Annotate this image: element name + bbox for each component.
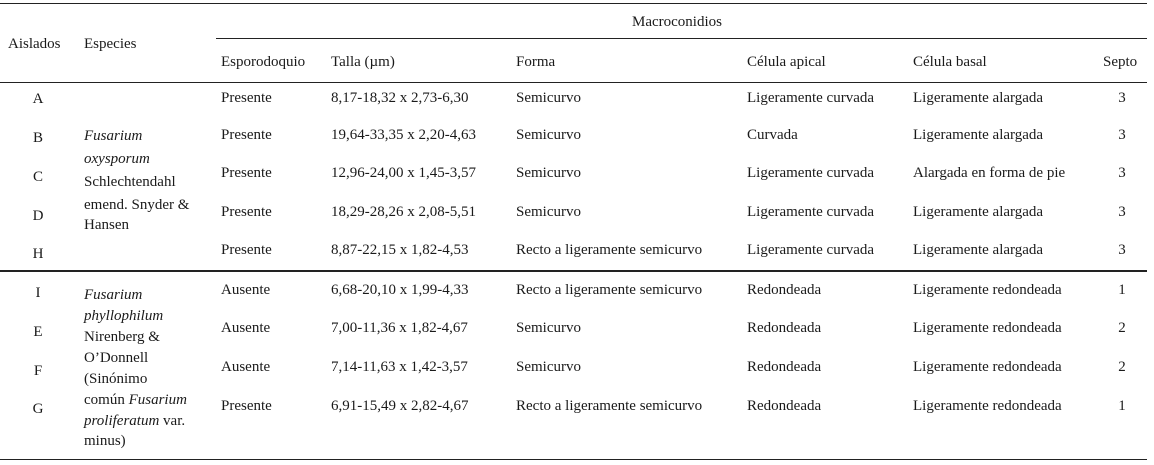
header-esporodoquio: Esporodoquio	[221, 54, 306, 70]
cell-septo: 3	[1118, 90, 1126, 106]
top-rule	[0, 3, 1147, 4]
header-celula-basal: Célula basal	[913, 54, 987, 70]
species-line: (Sinónimo	[84, 371, 148, 387]
cell-talla: 8,17-18,32 x 2,73-6,30	[331, 90, 469, 106]
header-macroconidios: Macroconidios	[632, 14, 722, 30]
cell-septo: 1	[1118, 282, 1126, 298]
species-cell	[84, 285, 187, 451]
cell-talla: 6,91-15,49 x 2,82-4,67	[331, 398, 469, 414]
cell-aislado: C	[32, 169, 43, 185]
cell-forma: Semicurvo	[516, 359, 581, 375]
species-line: Nirenberg &	[84, 329, 160, 345]
cell-talla: 7,00-11,36 x 1,82-4,67	[331, 320, 468, 336]
species-line: Schlechtendahl	[84, 174, 176, 190]
cell-talla: 19,64-33,35 x 2,20-4,63	[331, 127, 476, 143]
cell-talla: 18,29-28,26 x 2,08-5,51	[331, 204, 476, 220]
cell-septo: 3	[1118, 127, 1126, 143]
cell-celula-apical: Redondeada	[747, 282, 822, 298]
cell-esporodoquio: Presente	[221, 204, 272, 220]
cell-septo: 3	[1118, 165, 1126, 181]
cell-aislado: B	[32, 130, 43, 146]
cell-aislado: I	[35, 285, 41, 301]
cell-celula-apical: Ligeramente curvada	[747, 204, 875, 220]
species-line: O’Donnell	[84, 350, 149, 366]
cell-celula-basal: Ligeramente redondeada	[913, 282, 1062, 298]
cell-septo: 2	[1118, 359, 1126, 375]
cell-forma: Recto a ligeramente semicurvo	[516, 242, 703, 258]
cell-aislado: F	[33, 363, 43, 379]
cell-talla: 12,96-24,00 x 1,45-3,57	[331, 165, 476, 181]
cell-esporodoquio: Presente	[221, 165, 272, 181]
cell-celula-basal: Ligeramente alargada	[913, 127, 1044, 143]
cell-forma: Semicurvo	[516, 320, 581, 336]
cell-aislado: E	[33, 324, 43, 340]
cell-forma: Semicurvo	[516, 90, 581, 106]
cell-celula-basal: Ligeramente redondeada	[913, 320, 1062, 336]
cell-celula-apical: Redondeada	[747, 398, 822, 414]
header-talla: Talla (µm)	[331, 54, 395, 70]
species-line: oxysporum	[84, 151, 150, 167]
cell-celula-apical: Ligeramente curvada	[747, 242, 875, 258]
header-forma: Forma	[516, 54, 556, 70]
cell-aislado: D	[32, 208, 44, 224]
cell-celula-basal: Ligeramente redondeada	[913, 359, 1062, 375]
header-bottom-rule	[0, 82, 1147, 83]
bottom-rule	[0, 459, 1147, 460]
cell-septo: 3	[1118, 204, 1126, 220]
cell-talla: 6,68-20,10 x 1,99-4,33	[331, 282, 469, 298]
header-septo: Septo	[1103, 54, 1138, 70]
cell-esporodoquio: Presente	[221, 90, 272, 106]
species-line: minus)	[84, 433, 126, 449]
macroconidios-underline	[216, 38, 1147, 39]
species-line: phyllophilum	[84, 308, 164, 324]
species-line: Fusarium	[84, 128, 143, 144]
group-divider-rule	[0, 270, 1147, 272]
cell-esporodoquio: Ausente	[221, 320, 271, 336]
cell-forma: Semicurvo	[516, 204, 581, 220]
cell-esporodoquio: Presente	[221, 398, 272, 414]
cell-septo: 3	[1118, 242, 1126, 258]
cell-forma: Recto a ligeramente semicurvo	[516, 282, 703, 298]
species-line: proliferatum var.	[84, 413, 186, 429]
species-cell	[84, 125, 189, 233]
cell-celula-apical: Redondeada	[747, 359, 822, 375]
cell-talla: 7,14-11,63 x 1,42-3,57	[331, 359, 468, 375]
cell-celula-apical: Redondeada	[747, 320, 822, 336]
species-line: Hansen	[84, 217, 129, 233]
cell-celula-basal: Ligeramente alargada	[913, 242, 1044, 258]
header-celula-apical: Célula apical	[747, 54, 826, 70]
cell-esporodoquio: Presente	[221, 242, 272, 258]
header-aislados: Aislados	[8, 36, 61, 52]
cell-forma: Semicurvo	[516, 127, 581, 143]
cell-celula-apical: Curvada	[747, 127, 798, 143]
cell-celula-basal: Ligeramente redondeada	[913, 398, 1062, 414]
cell-esporodoquio: Ausente	[221, 359, 271, 375]
cell-celula-basal: Ligeramente alargada	[913, 90, 1044, 106]
species-line: común Fusarium	[84, 392, 187, 408]
cell-esporodoquio: Presente	[221, 127, 272, 143]
cell-forma: Semicurvo	[516, 165, 581, 181]
cell-aislado: H	[32, 246, 44, 262]
cell-talla: 8,87-22,15 x 1,82-4,53	[331, 242, 469, 258]
species-line: emend. Snyder &	[84, 197, 190, 213]
cell-aislado: A	[32, 91, 44, 107]
cell-celula-basal: Alargada en forma de pie	[913, 165, 1066, 181]
cell-celula-apical: Ligeramente curvada	[747, 90, 875, 106]
cell-celula-basal: Ligeramente alargada	[913, 204, 1044, 220]
cell-septo: 2	[1118, 320, 1126, 336]
species-line: Fusarium	[84, 287, 143, 303]
cell-forma: Recto a ligeramente semicurvo	[516, 398, 703, 414]
cell-esporodoquio: Ausente	[221, 282, 271, 298]
cell-aislado: G	[32, 401, 44, 417]
cell-celula-apical: Ligeramente curvada	[747, 165, 875, 181]
cell-septo: 1	[1118, 398, 1126, 414]
header-especies: Especies	[84, 36, 137, 52]
